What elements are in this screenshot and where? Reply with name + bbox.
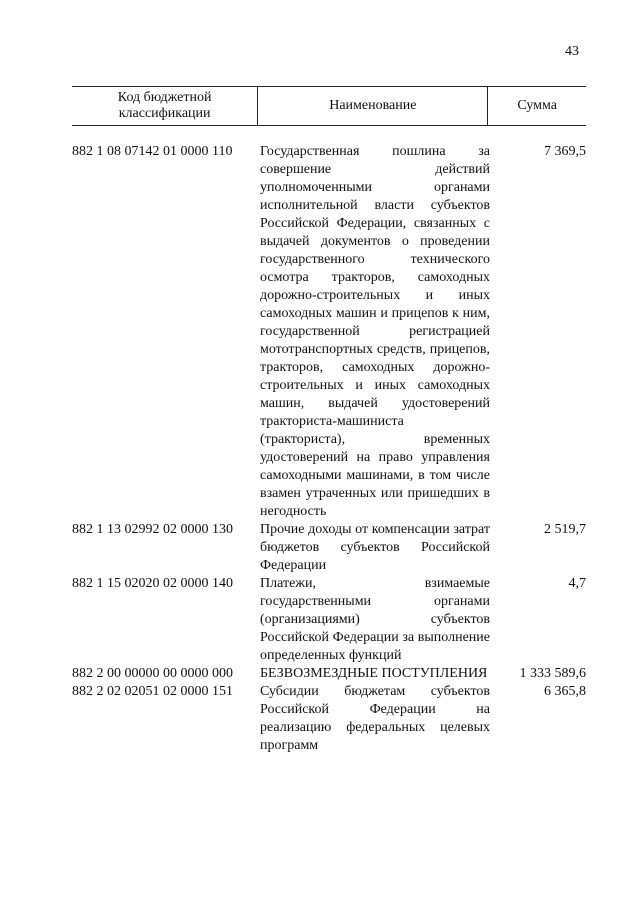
row-sum: 4,7	[568, 576, 586, 591]
row-code: 882 2 02 02051 02 0000 151	[72, 684, 233, 699]
page-number: 43	[565, 44, 579, 59]
table-row	[72, 575, 586, 665]
row-name: Субсидии бюджетам субъектов Российской Федерации на реализацию федеральных целевых программ	[260, 684, 490, 753]
row-name: Прочие доходы от компенсации затрат бюджетов субъектов Российской Федерации	[260, 522, 490, 573]
header-sum: Сумма	[517, 98, 558, 113]
row-code: 882 1 15 02020 02 0000 140	[72, 576, 233, 591]
row-sum: 2 519,7	[544, 522, 586, 537]
row-name: БЕЗВОЗМЕЗДНЫЕ ПОСТУПЛЕНИЯ	[260, 666, 488, 681]
header-code: Код бюджетной классификации	[72, 87, 258, 125]
header-name: Наименование	[258, 87, 488, 125]
table-row	[72, 665, 586, 683]
row-name: Платежи, взимаемые государственными органами (организациями) субъектов Российской Федерации за выполнение определенных функций	[260, 576, 490, 663]
row-name: Государственная пошлина за совершение действий уполномоченными органами исполнительной власти субъектов Российской Федерации, связанных с выдачей документов о проведении государственного технического осмотра тракторов, самоходных дорожно-строительных и иных самоходных машин и прицепов к ним, государственной регистрацией мототранспортных средств, прицепов, тракторов, самоходных дорожно-строительных и иных самоходных машин, выдачей удостоверений тракториста-машиниста (тракториста), временных удостоверений на право управления самоходными машинами, в том числе взамен утраченных или пришедших в негодность	[260, 144, 490, 519]
table-body	[72, 143, 586, 755]
table-row	[72, 143, 586, 521]
table-row	[72, 521, 586, 575]
table-header	[72, 86, 586, 126]
row-code: 882 1 13 02992 02 0000 130	[72, 522, 233, 537]
budget-table	[72, 86, 586, 755]
row-sum: 1 333 589,6	[519, 666, 586, 681]
row-code: 882 1 08 07142 01 0000 110	[72, 144, 233, 159]
row-sum: 7 369,5	[544, 144, 586, 159]
row-code: 882 2 00 00000 00 0000 000	[72, 666, 233, 681]
row-sum: 6 365,8	[544, 684, 586, 699]
table-row	[72, 683, 586, 755]
